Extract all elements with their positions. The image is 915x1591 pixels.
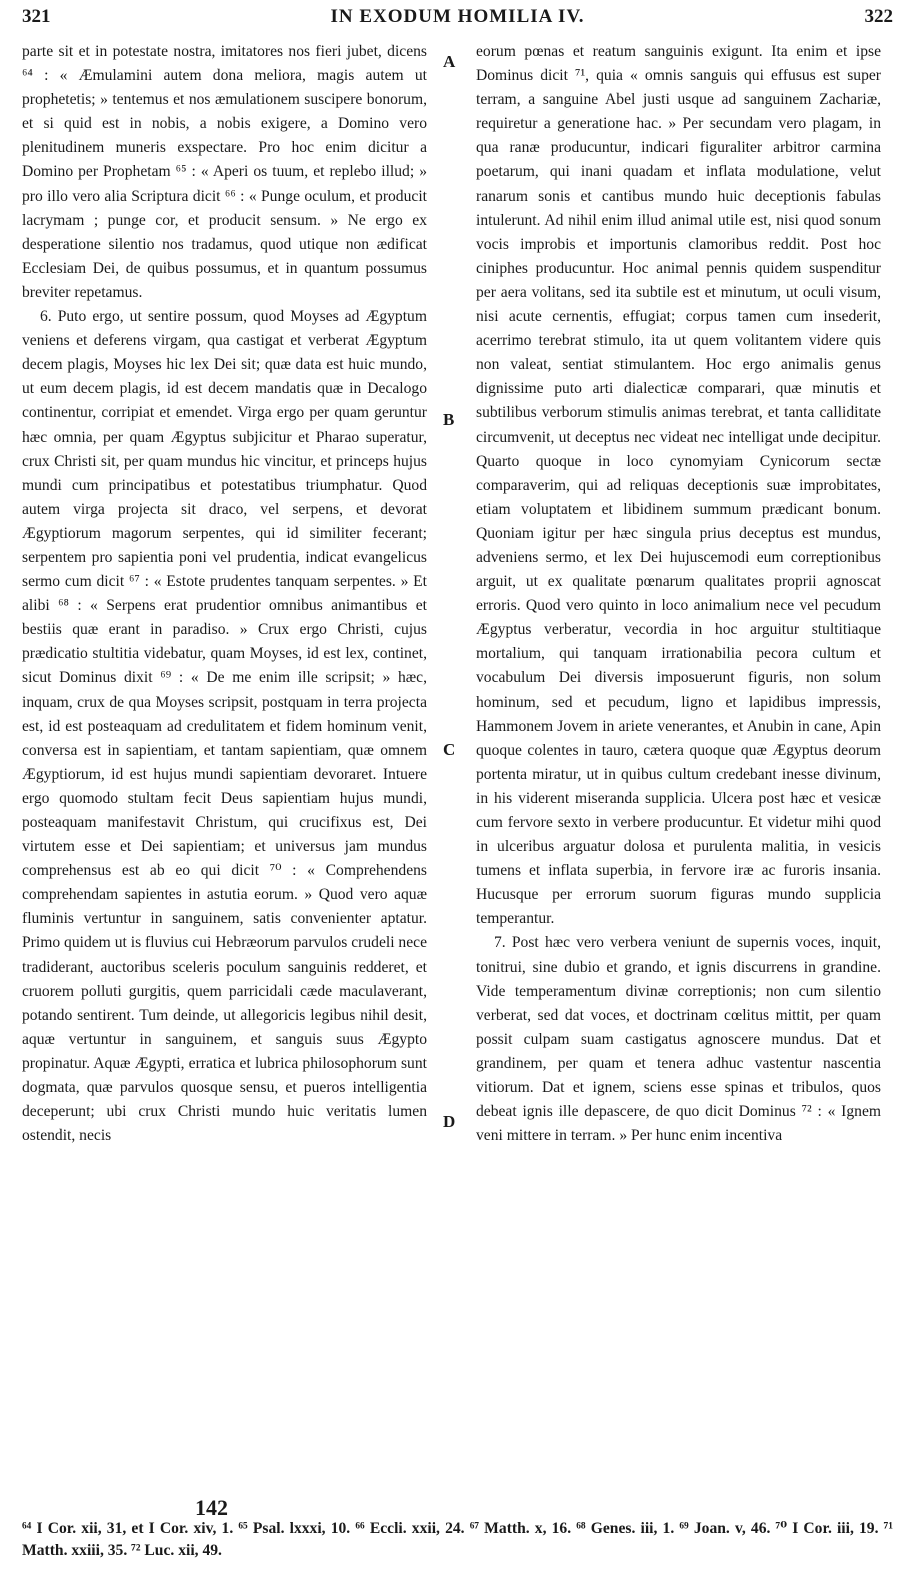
- section-marker-c: C: [443, 740, 456, 759]
- section-marker-d: D: [443, 1112, 456, 1131]
- paragraph: eorum pœnas et reatum sanguinis exigunt. Ita enim et ipse Dominus dicit ⁷¹, quia « omnis sanguis qui effusus est super terram, a sanguine Abel justi usque ad sanguinem Zachariæ, requiretur a generatione hac. » Per secundam vero plagam, in qua ranæ producuntur, indicari figuraliter arbitror carmina poetarum, qui inani quadam et inflata modulatione, velut ranarum sonis et cantibus mundo huic deceptionis fabulas intulerunt. Ad nihil enim illud animal utile est, nisi quod sonum vocis improbis et importunis clamoribus reddit. Post hoc ciniphes producuntur. Hoc animal pennis quidem suspenditur per aera volitans, sed ita subtile est et minutum, ut oculi visum, nisi acute cernentis, effugiat; corpus tamen cum insederit, acerrimo terebrat stimulo, ita ut quem volitantem videre quis non valeat, sentiat stimulantem. Hoc ergo animalis genus dignissime puto arti dialecticæ comparari, quæ minutis et subtilibus verborum stimulis animas terebrat, et tanta calliditate circumvenit, ut deceptus nec videat nec intelligat unde decipitur. Quarto quoque in loco cynomyiam Cynicorum sectæ comparaverim, qui ad reliquas deceptionis suæ improbitates, etiam voluptatem et libidinem summum prædicant bonum. Quoniam igitur per hæc singula prius deceptus est mundus, adveniens sermo, et lex Dei hujuscemodi eum correptionibus arguit, ut ex qualitate pœnarum qualitates proprii agnoscat erroris. Quod vero quinto in loco animalium nece vel pecudum Ægyptus verberatur, vecordia in hoc arguitur stultitiaque mortalium, qui tanquam irrationabilia pecora cultum et vocabulum Dei diversis imposuerunt figuris, non solum hominum, sed et pecudum, ligno et lapidibus impressis, Hammonem Jovem in ariete venerantes, et Anubin in cane, Apin quoque colentes in tauro, cætera quoque quæ Ægyptus deorum portenta miratur, ut in quibus cultum credebant inesse divinum, in his viderent miseranda supplicia. Ulcera post hæc et vesicæ cum fervore sexto in verbere producuntur. Et videtur mihi quod in ulceribus arguatur dolosa et purulenta malitia, in vesicis tumens et inflata superbia, in fervore iræ ac furoris insania. Hucusque per errorum suorum figuras mundo supplicia temperantur.: [476, 43, 881, 928]
- footnotes: ⁶⁴ I Cor. xii, 31, et I Cor. xiv, 1. ⁶⁵ Psal. lxxxi, 10. ⁶⁶ Eccli. xxii, 24. ⁶⁷ Matth. x, 16. ⁶⁸ Genes. iii, 1. ⁶⁹ Joan. v, 46. ⁷⁰ I Cor. iii, 19. ⁷¹ Matth. xxiii, 35. ⁷² Luc. xii, 49.: [22, 1520, 893, 1559]
- left-column: [22, 40, 427, 1148]
- page-number-left: 321: [22, 6, 51, 27]
- paragraph: parte sit et in potestate nostra, imitatores nos fieri jubet, dicens ⁶⁴ : « Æmulamini autem dona meliora, magis autem ut prophetetis; » tentemus et nos æmulationem suscipere bonorum, et si quid est in nobis, a nobis exigere, a Domino vero plenitudinem muneris exspectare. Pro hoc enim dicitur a Domino per Prophetam ⁶⁵ : « Aperi os tuum, et replebo illud; » pro illo vero alia Scriptura dicit ⁶⁶ : « Punge oculum, et producit lacrymam ; punge cor, et producit sensum. » Ne ergo ex desperatione silentio nos tradamus, quod utique non ædificat Ecclesiam Dei, de quibus possumus, et in quantum possumus breviter repetamus.: [22, 43, 427, 301]
- page-number-right: 322: [864, 6, 893, 27]
- signature-mark: 142: [195, 1495, 228, 1520]
- right-column: [476, 40, 881, 1148]
- section-marker-a: A: [443, 52, 456, 71]
- running-title: IN EXODUM HOMILIA IV.: [330, 6, 585, 27]
- paragraph: 7. Post hæc vero verbera veniunt de supernis voces, inquit, tonitrui, sine dubio et grando, et ignis discurrens in grandine. Vide temperamentum divinæ correptionis; non cum silentio verberat, sed dat voces, et doctrinam cœlitus mittit, per quam possit culpam suam castigatus agnoscere mundus. Dat et grandinem, per quam et tenera adhuc vastentur nascentia vitiorum. Dat et ignem, sciens esse spinas et tribulos, quos debeat ignis ille depascere, de quo dicit Dominus ⁷² : « Ignem veni mittere in terram. » Per hunc enim incentiva: [476, 934, 881, 1145]
- section-marker-b: B: [443, 410, 455, 429]
- page-header: [22, 6, 893, 36]
- paragraph: 6. Puto ergo, ut sentire possum, quod Moyses ad Ægyptum veniens et deferens virgam, qua castigat et verberat Ægyptum decem plagis, Moyses hic lex Dei sit; quæ data est huic mundo, ut eum decem plagis, id est decem mandatis quæ in Decalogo continentur, corripiat et emendet. Virga ergo per quam geruntur hæc omnia, per quam Ægyptus subjicitur et Pharao superatur, crux Christi sit, per quam mundus hic vincitur, et princeps hujus mundi cum principatibus et potestatibus triumphatur. Quod autem virga projecta sit draco, vel serpens, et devorat Ægyptiorum magorum serpentes, qui id similiter fecerant; serpentem pro sapientia poni vel prudentia, indicat evangelicus sermo cum dicit ⁶⁷ : « Estote prudentes tanquam serpentes. » Et alibi ⁶⁸ : « Serpens erat prudentior omnibus animantibus et bestiis quæ erant in paradiso. » Crux ergo Christi, cujus prædicatio stultitia videbatur, quam Moyses, id est lex, continet, sicut Dominus dixit ⁶⁹ : « De me enim ille scripsit; » hæc, inquam, crux de qua Moyses scripsit, postquam in terra projecta est, id est posteaquam ad credulitatem et fidem hominum venit, conversa est in sapientiam, et tantam sapientiam, quæ omnem Ægyptiorum, id est hujus mundi sapientiam devoraret. Intuere ergo quomodo stultam fecit Deus sapientiam hujus mundi, posteaquam manifestavit Christum, qui crucifixus est, Dei virtutem esse et Dei sapientiam; et universus jam mundus comprehensus est ab eo qui dicit ⁷⁰ : « Comprehendens comprehendam sapientes in astutia eorum. » Quod vero aquæ fluminis vertuntur in sanguinem, satis convenienter aptatur. Primo quidem ut is fluvius cui Hebræorum parvulos crudeli nece tradiderant, auctoribus sceleris poculum sanguinis redderet, et cruorem polluti gurgitis, quem parricidali cæde maculaverant, potando sentirent. Tum deinde, ut allegoricis legibus nihil desit, aquæ vertuntur in sanguinem, et sanguis suus Ægypto propinatur. Aquæ Ægypti, erratica et lubrica philosophorum sunt dogmata, quæ parvulos quosque sensu, et pueros intelligentia deceperunt; ubi crux Christi mundo huic veritatis lumen ostendit, necis: [22, 308, 427, 1145]
